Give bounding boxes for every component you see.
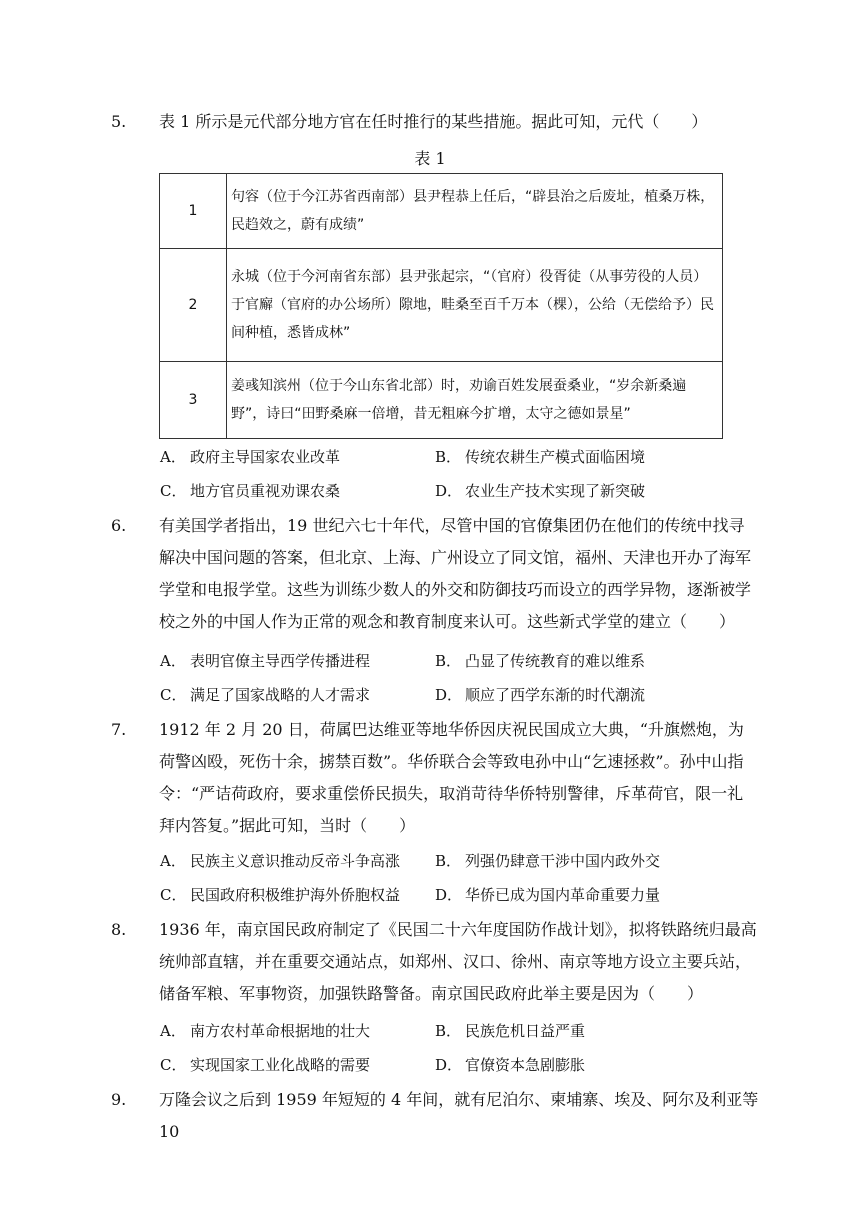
row-index: 2 — [160, 249, 227, 362]
options-row — [160, 442, 720, 472]
options-row — [160, 680, 720, 710]
question-5 — [111, 106, 759, 138]
table-row — [160, 249, 723, 362]
measures-table — [159, 173, 723, 439]
question-text: 1912 年 2 月 20 日，荷属巴达维亚等地华侨因庆祝民国成立大典，“升旗燃炮，为荷警凶殴，死伤十余，掳禁百数”。华侨联合会等致电孙中山“乞速拯救”。孙中山指令：“严诘荷政府，要求重偿侨民损失，取消苛待华侨特别警律，斥革荷官，限一礼拜内答复。”据此可知，当时（ ） — [159, 720, 744, 835]
option-b[interactable]: B． 列强仍肆意干涉中国内政外交 — [435, 852, 661, 870]
options-row — [160, 880, 720, 910]
option-a[interactable]: A． 表明官僚主导西学传播进程 — [160, 652, 371, 670]
option-c[interactable]: C． 民国政府积极维护海外侨胞权益 — [160, 886, 401, 904]
option-c[interactable]: C． 地方官员重视劝课农桑 — [160, 482, 341, 500]
row-text: 永城（位于今河南省东部）县尹张起宗，“（官府）役胥徒（从事劳役的人员）于官廨（官府的办公场所）隙地，畦桑至百千万本（棵），公给（无偿给予）民间种植，悉皆成林” — [227, 249, 723, 362]
option-b[interactable]: B． 凸显了传统教育的难以维系 — [435, 652, 646, 670]
option-d[interactable]: D． 顺应了西学东渐的时代潮流 — [435, 686, 646, 704]
option-d[interactable]: D． 华侨已成为国内革命重要力量 — [435, 886, 661, 904]
question-number: 7. — [111, 720, 127, 739]
option-a[interactable]: A． 南方农村革命根据地的壮大 — [160, 1022, 371, 1040]
options-row — [160, 846, 720, 876]
option-b[interactable]: B． 传统农耕生产模式面临困境 — [435, 448, 646, 466]
option-a[interactable]: A． 政府主导国家农业改革 — [160, 448, 341, 466]
option-d[interactable]: D． 农业生产技术实现了新突破 — [435, 482, 646, 500]
question-6 — [111, 510, 759, 638]
question-number: 6. — [111, 516, 127, 535]
table-row — [160, 362, 723, 439]
options-row — [160, 646, 720, 676]
question-number: 9. — [111, 1090, 127, 1109]
question-7 — [111, 714, 759, 842]
options-row — [160, 1016, 720, 1046]
question-8 — [111, 914, 759, 1010]
question-9 — [111, 1084, 759, 1148]
option-c[interactable]: C． 满足了国家战略的人才需求 — [160, 686, 371, 704]
row-index: 1 — [160, 174, 227, 249]
option-c[interactable]: C． 实现国家工业化战略的需要 — [160, 1056, 371, 1074]
question-text: 1936 年，南京国民政府制定了《民国二十六年度国防作战计划》，拟将铁路统归最高统帅部直辖，并在重要交通站点，如郑州、汉口、徐州、南京等地方设立主要兵站，储备军粮、军事物资，加强铁路警备。南京国民政府此举主要是因为（ ） — [159, 920, 757, 1003]
option-b[interactable]: B． 民族危机日益严重 — [435, 1022, 586, 1040]
question-number: 5. — [111, 112, 127, 131]
options-row — [160, 476, 720, 506]
row-text: 姜彧知滨州（位于今山东省北部）时，劝谕百姓发展蚕桑业，“岁余新桑遍野”，诗曰“田野桑麻一倍增，昔无粗麻今扩增，太守之德如景星” — [227, 362, 723, 439]
option-a[interactable]: A． 民族主义意识推动反帝斗争高涨 — [160, 852, 401, 870]
table-row — [160, 174, 723, 249]
question-text: 万隆会议之后到 1959 年短短的 4 年间，就有尼泊尔、柬埔寨、埃及、阿尔及利亚等 10 — [159, 1090, 759, 1141]
question-text: 有美国学者指出，19 世纪六七十年代，尽管中国的官僚集团仍在他们的传统中找寻解决中国问题的答案，但北京、上海、广州设立了同文馆，福州、天津也开办了海军学堂和电报学堂。这些为训练少数人的外交和防御技巧而设立的西学异物，逐渐被学校之外的中国人作为正常的观念和教育制度来认可。这些新式学堂的建立（ ） — [159, 516, 752, 631]
question-text: 表 1 所示是元代部分地方官在任时推行的某些措施。据此可知，元代（ ） — [159, 112, 708, 131]
row-index: 3 — [160, 362, 227, 439]
question-number: 8. — [111, 920, 127, 939]
options-row — [160, 1050, 720, 1080]
option-d[interactable]: D． 官僚资本急剧膨胀 — [435, 1056, 586, 1074]
table-caption: 表 1 — [414, 149, 446, 168]
row-text: 句容（位于今江苏省西南部）县尹程恭上任后，“辟县治之后废址，植桑万株，民趋效之，蔚有成绩” — [227, 174, 723, 249]
